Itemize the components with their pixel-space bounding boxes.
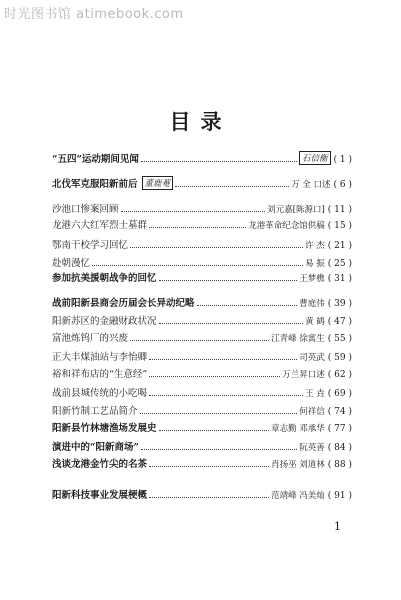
entry-author: 范靖峰 冯美灿 — [271, 491, 325, 501]
entry-page: ( 77 ) — [327, 424, 352, 434]
entry-title: 阳新科技事业发展梗概 — [52, 490, 148, 501]
dot-leader — [141, 449, 297, 450]
entry-page: ( 25 ) — [327, 259, 352, 269]
toc-entry — [52, 152, 352, 165]
toc-entry — [52, 202, 352, 215]
entry-page: ( 39 ) — [327, 299, 352, 309]
dot-leader — [141, 161, 297, 162]
dot-leader — [175, 186, 289, 187]
entry-page: ( 6 ) — [333, 180, 352, 190]
dot-leader — [130, 340, 269, 341]
dot-leader — [149, 395, 303, 396]
dot-leader — [92, 265, 303, 266]
entry-author: 江青峰 徐寓生 — [271, 334, 325, 344]
entry-title: 阳新苏区的金融财政状况 — [52, 316, 157, 327]
entry-author: 刘元嘉[陈源口] — [267, 205, 325, 215]
entry-title: “五四”运动期间见闻 — [52, 154, 139, 165]
entry-author: 易 振 — [305, 259, 325, 269]
entry-title: 战前县城传统的小吃喝 — [52, 388, 148, 399]
entry-author: 曹庭伟 — [299, 299, 325, 309]
entry-author: 万 全 口述 — [291, 180, 331, 190]
toc-entry — [52, 296, 352, 309]
entry-author: 龙港革命纪念馆供稿 — [248, 221, 325, 231]
entry-page: ( 15 ) — [327, 221, 352, 231]
dot-leader — [149, 376, 280, 377]
toc-entry — [52, 218, 352, 231]
entry-title: 阳新县竹林塘渔场发展史 — [52, 423, 157, 434]
entry-author: 肖扬巫 刘道林 — [271, 460, 325, 470]
entry-page: ( 84 ) — [327, 443, 352, 453]
toc-entry — [52, 488, 352, 501]
entry-title: 阳新竹制工艺品简介 — [52, 406, 138, 417]
entry-author: 阮英善 — [299, 443, 325, 453]
toc-entry — [52, 404, 352, 417]
dot-leader — [149, 466, 269, 467]
entry-title: 鄂南干校学习回忆 — [52, 240, 129, 251]
entry-co-author: 董鹿菴 — [142, 176, 174, 190]
toc-entry — [52, 350, 352, 363]
entry-page: ( 69 ) — [327, 389, 352, 399]
entry-author: 章志勤 邓承华 — [271, 424, 325, 434]
entry-author: 司英武 — [299, 353, 325, 363]
entry-page: ( 31 ) — [327, 274, 352, 284]
dot-leader — [149, 227, 246, 228]
entry-author: 何祥信 — [299, 407, 325, 417]
entry-author: 黄 鹤 — [305, 317, 325, 327]
entry-page: ( 59 ) — [327, 353, 352, 363]
toc-entry — [52, 314, 352, 327]
entry-title: 沙池口惨案回顾 — [52, 204, 119, 215]
entry-title: 赴朝漫忆 — [52, 258, 91, 269]
toc-entry — [52, 331, 352, 344]
toc-entry — [52, 457, 352, 470]
entry-title: 富池炼钨厂的兴废 — [52, 333, 129, 344]
entry-author: 万兰昇口述 — [282, 370, 325, 380]
toc-entry — [52, 256, 352, 269]
entry-author: 许 杰 — [305, 241, 325, 251]
dot-leader — [149, 359, 297, 360]
dot-leader — [159, 430, 270, 431]
toc-entry — [52, 386, 352, 399]
entry-page: ( 62 ) — [327, 370, 352, 380]
dot-leader — [140, 413, 298, 414]
entry-page: ( 11 ) — [327, 205, 352, 215]
dot-leader — [159, 323, 304, 324]
entry-title: 参加抗美援朝战争的回忆 — [52, 273, 157, 284]
page-title: 目录 — [169, 109, 232, 134]
dot-leader — [130, 247, 303, 248]
page-number: 1 — [334, 520, 341, 533]
entry-title: 北伐军克服阳新前后 — [52, 179, 138, 190]
toc-entry — [52, 177, 352, 190]
dot-leader — [149, 497, 269, 498]
entry-author: 石信衡 — [299, 151, 331, 165]
watermark: 时光图书馆 atimebook.com — [4, 7, 184, 22]
toc-entry — [52, 271, 352, 284]
toc-entry — [52, 238, 352, 251]
toc-entry — [52, 367, 352, 380]
entry-author: 王梦樵 — [299, 274, 325, 284]
entry-title: 演进中的“阳新商场” — [52, 442, 139, 453]
entry-title: 正大丰煤油站与李怡卿 — [52, 352, 148, 363]
entry-page: ( 74 ) — [327, 407, 352, 417]
toc-entry — [52, 421, 352, 434]
toc-entry — [52, 440, 352, 453]
dot-leader — [159, 280, 298, 281]
entry-title: 裕和祥布店的“生意经” — [52, 369, 148, 380]
entry-page: ( 55 ) — [327, 334, 352, 344]
entry-title: 战前阳新县商会历届会长异动纪略 — [52, 298, 195, 309]
dot-leader — [121, 211, 266, 212]
entry-title: 浅谈龙港金竹尖的名茶 — [52, 459, 148, 470]
entry-author: 王 垚 — [305, 389, 325, 399]
entry-title: 龙港六大红军烈士墓群 — [52, 220, 148, 231]
entry-page: ( 91 ) — [327, 491, 352, 501]
entry-page: ( 47 ) — [327, 317, 352, 327]
entry-page: ( 21 ) — [327, 241, 352, 251]
dot-leader — [197, 305, 298, 306]
entry-page: ( 88 ) — [327, 460, 352, 470]
entry-page: ( 1 ) — [333, 155, 352, 165]
